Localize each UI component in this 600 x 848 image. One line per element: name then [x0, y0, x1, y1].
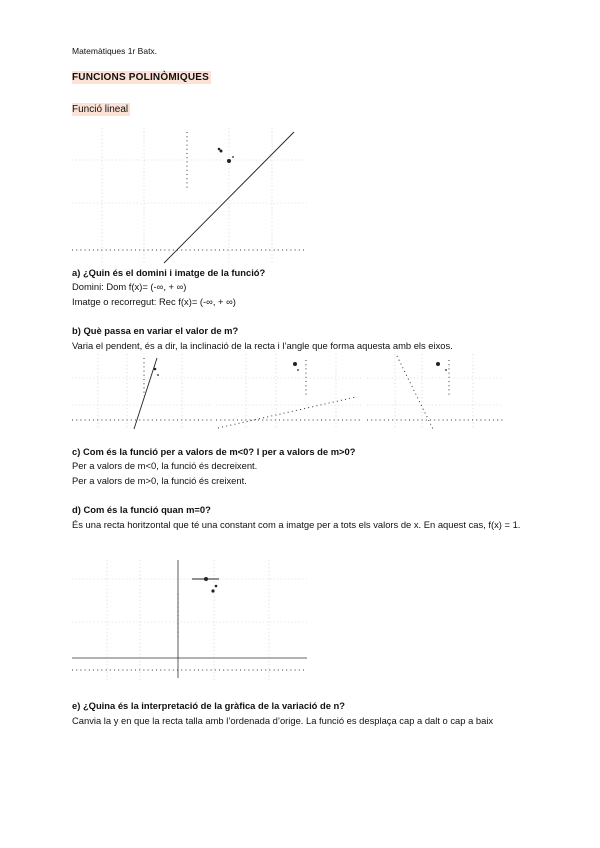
answer-c-positive: Per a valors de m>0, la funció és creixent. [72, 475, 247, 486]
graph-gentle [216, 354, 363, 429]
question-d: d) Com és la funció quan m=0? [72, 504, 211, 515]
answer-b: Varia el pendent, és a dir, la inclinació de la recta i l’angle que forma aquesta amb els eixos. [72, 340, 453, 351]
graph-decreasing [367, 354, 503, 429]
graph-constant [72, 560, 307, 680]
answer-c-negative: Per a valors de m<0, la funció és decreixent. [72, 460, 258, 471]
answer-a-domain: Domini: Dom f(x)= (-∞, + ∞) [72, 281, 187, 292]
question-a: a) ¿Quin és el domini i imatge de la funció? [72, 267, 266, 278]
graph-linear [72, 128, 307, 263]
document-header: Matemàtiques 1r Batx. [72, 46, 158, 56]
page-title: FUNCIONS POLINÒMIQUES [72, 72, 209, 83]
answer-d: És una recta horitzontal que té una constant com a imatge per a tots els valors de x. En aquest cas, f(x) = 1. [72, 519, 521, 530]
question-b: b) Què passa en variar el valor de m? [72, 325, 239, 336]
answer-a-range: Imatge o recorregut: Rec f(x)= (-∞, + ∞) [72, 296, 236, 307]
answer-e: Canvia la y en que la recta talla amb l’ordenada d’orige. La funció es desplaça cap a dalt o cap a baix [72, 715, 494, 726]
question-c: c) Com és la funció per a valors de m<0? I per a valors de m>0? [72, 446, 356, 457]
graph-steep [72, 354, 212, 429]
question-e: e) ¿Quina és la interpretació de la gràfica de la variació de n? [72, 700, 346, 711]
section-subtitle: Funció lineal [72, 104, 129, 115]
